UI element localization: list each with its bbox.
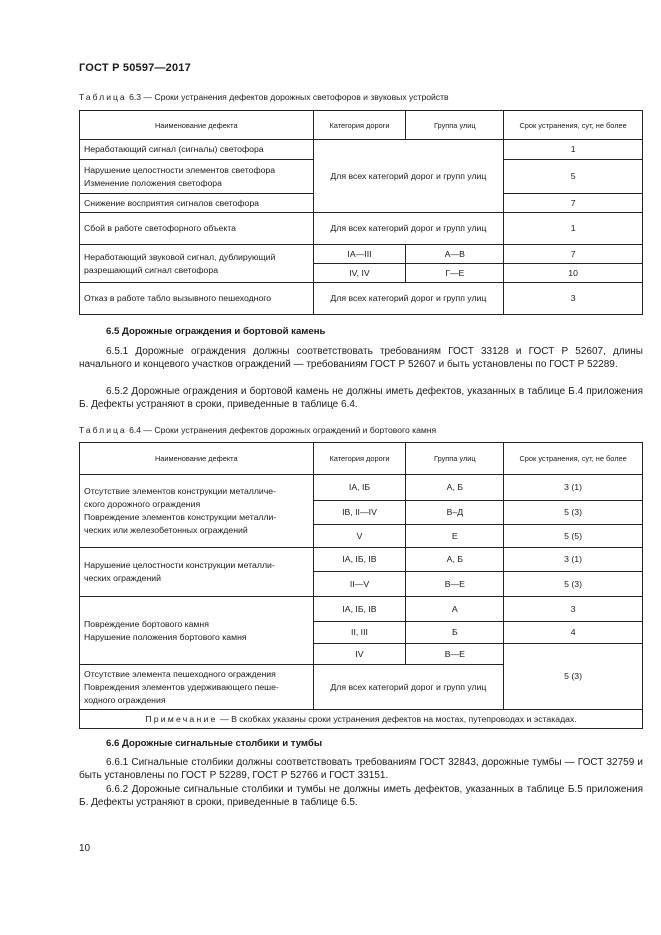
note-text: — В скобках указаны сроки устранения дефектов на мостах, путепроводах и эстакадах.: [219, 713, 577, 724]
group-cell: Е: [406, 525, 504, 548]
table-6-4-header-term: Срок устранения, сут, не более: [504, 443, 643, 475]
paragraph-6-5-2: 6.5.2 Дорожные ограждения и бортовой камень не должны иметь дефектов, указанных в таблице Б.4 приложения Б. Дефекты устраняют в сроки, приведенные в таблице 6.4.: [79, 386, 643, 410]
term-cell: 5 (3): [504, 644, 643, 710]
term-cell: 5 (5): [504, 525, 643, 548]
table-6-3-header-defect: Наименование дефекта: [80, 111, 314, 140]
table-row: [80, 475, 643, 501]
table-row: [80, 140, 643, 160]
defect-cell: [80, 548, 314, 597]
term-cell: 5 (3): [504, 501, 643, 525]
group-cell: А, Б: [406, 548, 504, 572]
term-cell: 3: [504, 283, 643, 315]
defect-line: Изменение положения светофора: [84, 177, 222, 188]
group-cell: В—Е: [406, 572, 504, 597]
defect-cell: [80, 597, 314, 665]
category-cell: IA, IБ, IB: [313, 548, 406, 572]
table-6-3-caption-text: 6.3 — Сроки устранения дефектов дорожных светофоров и звуковых устройств: [129, 92, 449, 102]
group-cell: В—Е: [406, 644, 504, 665]
table-row: [80, 548, 643, 572]
table-6-3-caption-label: Таблица: [79, 92, 127, 102]
defect-cell: [80, 665, 314, 710]
table-6-4-caption-text: 6.4 — Сроки устранения дефектов дорожных ограждений и бортового камня: [129, 425, 437, 435]
term-cell: 7: [504, 194, 643, 213]
defect-line: ческих или железобетонных ограждений: [84, 525, 248, 535]
defect-line: ского дорожного ограждения: [84, 499, 201, 509]
table-6-3-caption: [79, 92, 449, 102]
term-cell: 5: [504, 160, 643, 194]
table-6-4-header-row: [80, 443, 643, 475]
category-cell: II—V: [313, 572, 406, 597]
paragraph-6-6-1: 6.6.1 Сигнальные столбики должны соответствовать требованиям ГОСТ 32843, дорожные тумбы — ГОСТ 32759 и быть установлены по ГОСТ Р 52289, ГОСТ Р 52766 и ГОСТ 33151.: [79, 757, 643, 781]
table-6-4-header-defect: Наименование дефекта: [80, 443, 314, 475]
table-6-3-header-group: Группа улиц: [406, 111, 504, 140]
defect-line: Отсутствие элементов конструкции металличе-: [84, 486, 277, 496]
defect-line: Отсутствие элемента пешеходного ограждения: [84, 668, 276, 679]
category-group-cell: Для всех категорий дорог и групп улиц: [313, 213, 504, 245]
table-note: [80, 710, 643, 729]
term-cell: 3 (1): [504, 548, 643, 572]
defect-line: Повреждения элементов удерживающего пеше-: [84, 681, 279, 692]
category-cell: IA—III: [313, 245, 406, 264]
table-6-3: [79, 110, 643, 315]
term-cell: 3 (1): [504, 475, 643, 501]
table-row: [80, 597, 643, 622]
term-cell: 5 (3): [504, 572, 643, 597]
category-cell: IA, IБ, IB: [313, 597, 406, 622]
defect-line: Нарушение положения бортового камня: [84, 631, 247, 642]
group-cell: А, Б: [406, 475, 504, 501]
table-note-row: [80, 710, 643, 729]
defect-line: ходного ограждения: [84, 694, 166, 705]
table-6-3-header-row: [80, 111, 643, 140]
defect-cell: Неработающий сигнал (сигналы) светофора: [80, 140, 314, 160]
category-cell: IV: [313, 644, 406, 665]
category-group-cell: Для всех категорий дорог и групп улиц: [313, 665, 504, 710]
defect-cell: [80, 475, 314, 548]
group-cell: Г—Е: [406, 264, 504, 283]
term-cell: 10: [504, 264, 643, 283]
group-cell: А—В: [406, 245, 504, 264]
table-6-4: [79, 442, 643, 729]
term-cell: 7: [504, 245, 643, 264]
paragraph-6-6-2: 6.6.2 Дорожные сигнальные столбики и тумбы не должны иметь дефектов, указанных в таблице Б.5 приложения Б. Дефекты устраняют в сроки, приведенные в таблице 6.5.: [79, 784, 643, 808]
defect-cell: Сбой в работе светофорного объекта: [80, 213, 314, 245]
defect-cell: Отказ в работе табло вызывного пешеходного: [80, 283, 314, 315]
table-6-3-header-term: Срок устранения, сут, не более: [504, 111, 643, 140]
table-6-4-caption: [79, 425, 436, 435]
table-6-4-header-category: Категория дороги: [313, 443, 406, 475]
category-cell: IA, IБ: [313, 475, 406, 501]
note-label: Примечание: [145, 713, 218, 724]
group-cell: Б: [406, 622, 504, 644]
table-row: [80, 245, 643, 264]
document-header: ГОСТ Р 50597—2017: [79, 62, 191, 74]
table-6-3-header-category: Категория дороги: [313, 111, 406, 140]
term-cell: 1: [504, 213, 643, 245]
defect-line: Повреждение бортового камня: [84, 618, 209, 629]
page-number: 10: [79, 843, 91, 854]
table-6-4-caption-label: Таблица: [79, 425, 127, 435]
defect-cell: Неработающий звуковой сигнал, дублирующий разрешающий сигнал светофора: [80, 245, 314, 283]
defect-cell: [80, 160, 314, 194]
group-cell: В–Д: [406, 501, 504, 525]
category-group-cell: Для всех категорий дорог и групп улиц: [313, 283, 504, 315]
paragraph-6-5-1: 6.5.1 Дорожные ограждения должны соответствовать требованиям ГОСТ 33128 и ГОСТ Р 52607, длины начального и концевого участков ограждений — требованиям ГОСТ Р 52607 и быть установлены по ГОСТ Р 52289.: [79, 346, 643, 370]
category-cell: IB, II—IV: [313, 501, 406, 525]
defect-line: Нарушение целостности элементов светофора: [84, 164, 276, 175]
defect-line: Нарушение целостности конструкции металли-: [84, 560, 275, 570]
defect-line: Повреждение элементов конструкции металли-: [84, 512, 277, 522]
table-row: [80, 283, 643, 315]
defect-cell: Снижение восприятия сигналов светофора: [80, 194, 314, 213]
section-6-6-title: 6.6 Дорожные сигнальные столбики и тумбы: [106, 738, 323, 749]
category-cell: IV, IV: [313, 264, 406, 283]
section-6-5-title: 6.5 Дорожные ограждения и бортовой камень: [106, 326, 326, 337]
group-cell: А: [406, 597, 504, 622]
term-cell: 1: [504, 140, 643, 160]
table-6-4-header-group: Группа улиц: [406, 443, 504, 475]
term-cell: 3: [504, 597, 643, 622]
term-cell: 4: [504, 622, 643, 644]
category-cell: V: [313, 525, 406, 548]
table-row: [80, 213, 643, 245]
category-group-cell: Для всех категорий дорог и групп улиц: [313, 140, 504, 213]
defect-line: ческих ограждений: [84, 573, 161, 583]
category-cell: II, III: [313, 622, 406, 644]
